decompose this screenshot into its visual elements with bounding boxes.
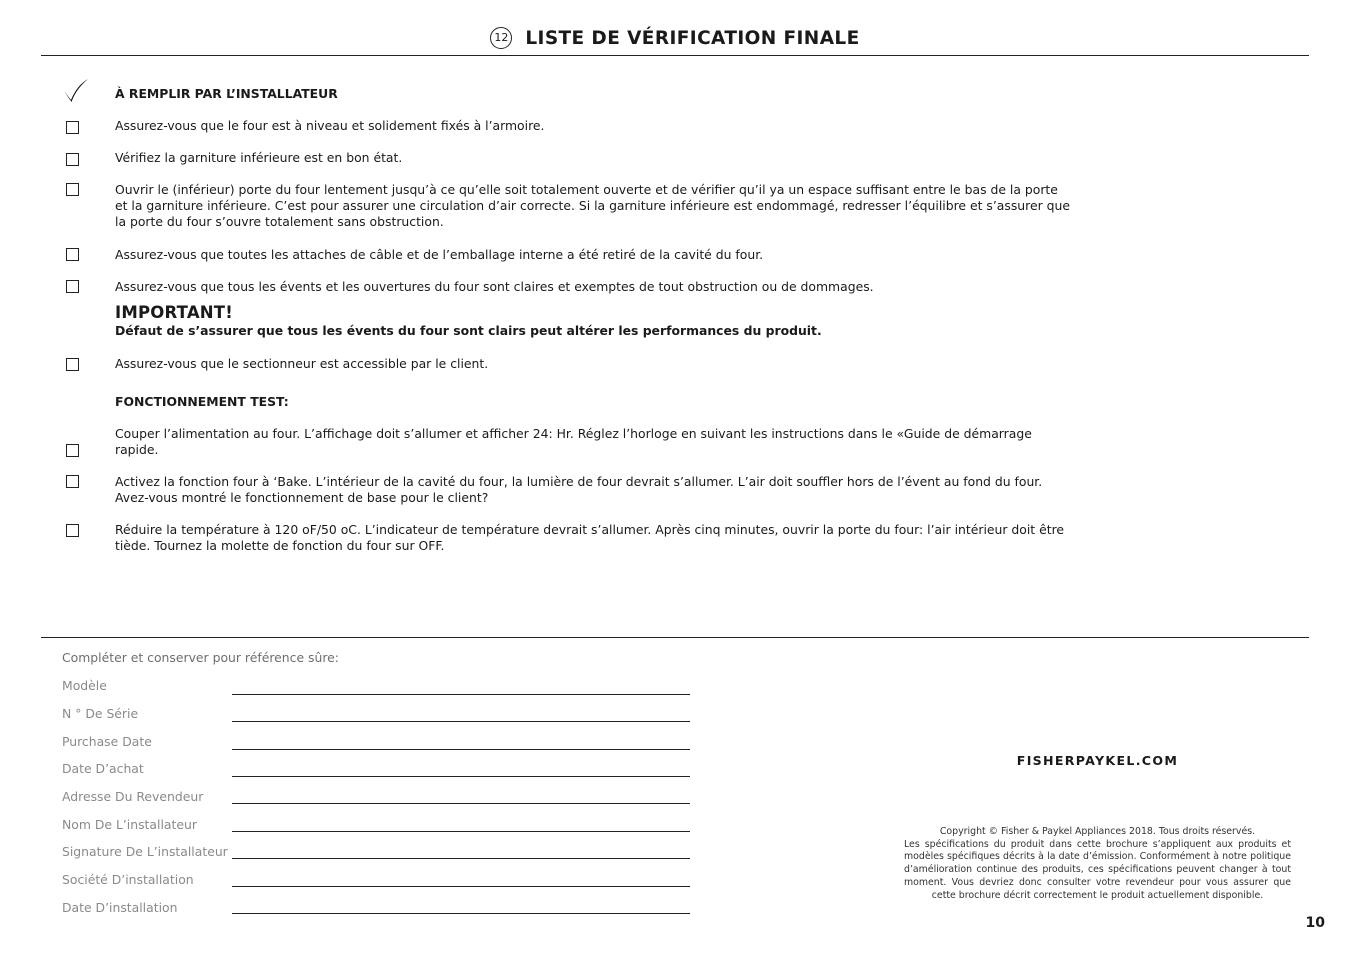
- checkbox-door-gap[interactable]: [66, 183, 79, 196]
- form-label-dealer-address: Adresse Du Revendeur: [62, 789, 204, 804]
- website-link[interactable]: FISHERPAYKEL.COM: [1016, 753, 1179, 768]
- checkbox-vents[interactable]: [66, 280, 79, 293]
- page-header: [41, 26, 1309, 56]
- checklist-item: Ouvrir le (inférieur) porte du four lentement jusqu’à ce qu’elle soit totalement ouverte et de vérifier qu’il ya un espace suffisant entre le bas de la porte et la garniture inférieure. C’est pour assurer une circulation d’air correcte. Si la garniture inférieure est endommagé, redresser l’équilibre et s’assurer que la porte du four s’ouvre totalement sans obstruction.: [115, 182, 1070, 229]
- checklist-item: Vérifiez la garniture inférieure est en bon état.: [115, 150, 403, 165]
- important-title: IMPORTANT!: [115, 303, 233, 322]
- checklist-item: Assurez-vous que le sectionneur est accessible par le client.: [115, 356, 489, 371]
- checklist-item: Assurez-vous que toutes les attaches de câble et de l’emballage interne a été retiré de la cavité du four.: [115, 247, 764, 262]
- form-field-installation-date[interactable]: [232, 913, 690, 914]
- checkbox-bake[interactable]: [66, 475, 79, 488]
- test-heading: FONCTIONNEMENT TEST:: [115, 394, 289, 409]
- test-item: Réduire la température à 120 oF/50 oC. L’indicateur de température devrait s’allumer. Après cinq minutes, ouvrir la porte du four: l’air intérieur doit être tiède. Tournez la molette de fonction du four sur OFF.: [115, 522, 1065, 553]
- checkbox-level[interactable]: [66, 121, 79, 134]
- form-label-model: Modèle: [62, 678, 107, 693]
- step-number-badge: 12: [490, 27, 512, 49]
- form-field-installer-name[interactable]: [232, 831, 690, 832]
- test-item: Couper l’alimentation au four. L’affichage doit s’allumer et afficher 24: Hr. Réglez l’horloge en suivant les instructions dans le «Guide de démarrage rapide.: [115, 426, 1032, 457]
- form-label-installer-name: Nom De L’installateur: [62, 817, 197, 832]
- checkbox-temperature[interactable]: [66, 524, 79, 537]
- form-label-date-achat: Date D’achat: [62, 761, 144, 776]
- checkbox-disconnect[interactable]: [66, 358, 79, 371]
- page-title: LISTE DE VÉRIFICATION FINALE: [525, 28, 860, 49]
- checkbox-trim[interactable]: [66, 153, 79, 166]
- form-intro: Compléter et conserver pour référence sûre:: [62, 650, 339, 665]
- section-divider: [41, 637, 1309, 638]
- form-field-installation-company[interactable]: [232, 886, 690, 887]
- form-label-installation-company: Société D’installation: [62, 872, 194, 887]
- form-label-serial: N ° De Série: [62, 706, 139, 721]
- form-field-serial[interactable]: [232, 721, 690, 722]
- important-text: Défaut de s’assurer que tous les évents du four sont clairs peut altérer les performances du produit.: [115, 323, 822, 338]
- form-field-dealer-address[interactable]: [232, 803, 690, 804]
- form-label-installation-date: Date D’installation: [62, 900, 178, 915]
- disclaimer-text: Les spécifications du produit dans cette brochure s’appliquent aux produits et modèles spécifiques décrits à la date d’émission. Conformément à notre politique d’amélioration continue des produits, ces spécifications peuvent changer à tout moment. Vous devriez donc consulter votre revendeur pour vous assurer que cette brochure décrit correctement le produit actuellement disponible.: [904, 838, 1291, 901]
- checkmark-icon: [62, 78, 90, 104]
- copyright-notice: [904, 826, 1291, 902]
- checklist-item: Assurez-vous que tous les évents et les ouvertures du four sont claires et exemptes de tout obstruction ou de dommages.: [115, 279, 874, 294]
- form-field-model[interactable]: [232, 694, 690, 695]
- form-label-purchase-date: Purchase Date: [62, 734, 152, 749]
- test-item: Activez la fonction four à ‘Bake. L’intérieur de la cavité du four, la lumière de four devrait s’allumer. L’air doit souffler hors de l’évent au fond du four. Avez-vous montré le fonctionnement de base pour le client?: [115, 474, 1043, 505]
- form-field-installer-signature[interactable]: [232, 858, 690, 859]
- form-field-date-achat[interactable]: [232, 776, 690, 777]
- page-number: 10: [1305, 915, 1325, 931]
- checkbox-packaging[interactable]: [66, 248, 79, 261]
- form-field-purchase-date[interactable]: [232, 749, 690, 750]
- installer-heading: À REMPLIR PAR L’INSTALLATEUR: [115, 86, 338, 101]
- checkbox-power[interactable]: [66, 444, 79, 457]
- checklist-item: Assurez-vous que le four est à niveau et solidement fixés à l’armoire.: [115, 118, 545, 133]
- copyright-line: Copyright © Fisher & Paykel Appliances 2018. Tous droits réservés.: [939, 826, 1256, 837]
- form-label-installer-signature: Signature De L’installateur: [62, 844, 228, 859]
